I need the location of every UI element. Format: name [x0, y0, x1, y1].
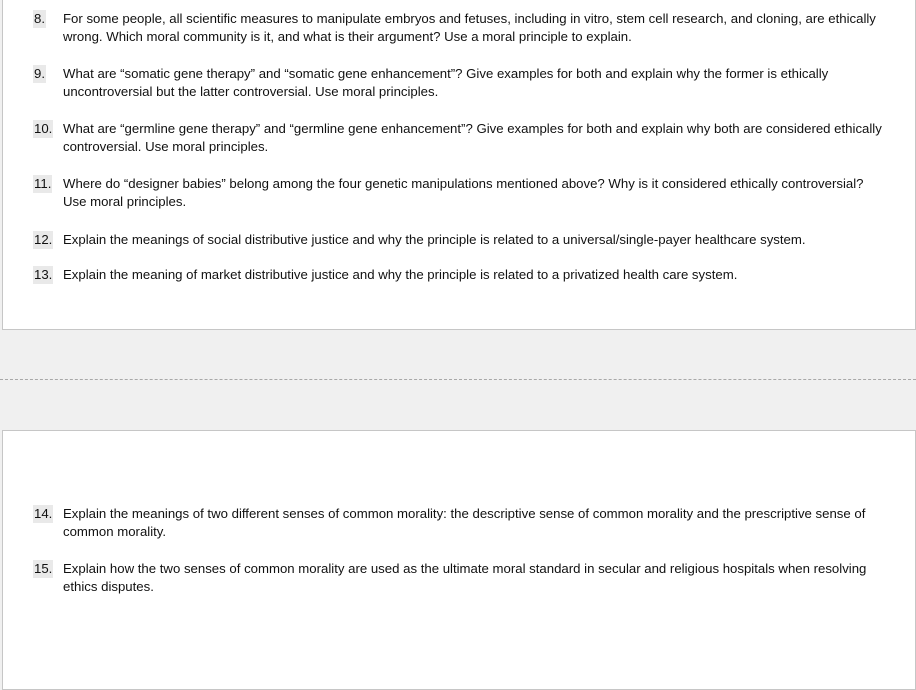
question-number: 10. [34, 121, 53, 136]
question-number: 12. [34, 232, 53, 247]
question-text: Explain how the two senses of common morality are used as the ultimate moral standard in secular and religious hospitals when resolving ethics disputes. [63, 561, 867, 594]
question-number: 13. [34, 267, 53, 282]
question-text: Where do “designer babies” belong among the four genetic manipulations mentioned above? Why is it considered ethically controversial? Use moral principles. [63, 176, 864, 209]
page-break-line [0, 379, 916, 380]
question-15 [33, 560, 883, 596]
question-text: What are “germline gene therapy” and “germline gene enhancement”? Give examples for both and explain why both are considered ethically controversial. Use moral principles. [63, 121, 882, 154]
question-text: What are “somatic gene therapy” and “somatic gene enhancement”? Give examples for both and explain why the former is ethically uncontroversial but the latter controversial. Use moral principles. [63, 66, 829, 99]
page-gap [0, 330, 916, 430]
question-13 [33, 266, 883, 284]
question-11 [33, 175, 883, 211]
question-text: For some people, all scientific measures to manipulate embryos and fetuses, including in vitro, stem cell research, and cloning, are ethically wrong. Which moral community is it, and what is their argument? Use a moral principle to explain. [63, 11, 876, 44]
question-text: Explain the meaning of market distributive justice and why the principle is related to a privatized health care system. [63, 267, 738, 282]
question-8 [33, 10, 883, 46]
question-number: 15. [34, 561, 53, 576]
question-12 [33, 231, 883, 249]
question-14 [33, 505, 883, 541]
question-9 [33, 65, 883, 101]
question-number: 11. [34, 176, 52, 191]
question-text: Explain the meanings of two different senses of common morality: the descriptive sense of common morality and the prescriptive sense of common morality. [63, 506, 866, 539]
question-number: 8. [34, 11, 45, 26]
question-10 [33, 120, 883, 156]
question-text: Explain the meanings of social distributive justice and why the principle is related to a universal/single-payer healthcare system. [63, 232, 806, 247]
question-number: 9. [34, 66, 45, 81]
question-number: 14. [34, 506, 53, 521]
